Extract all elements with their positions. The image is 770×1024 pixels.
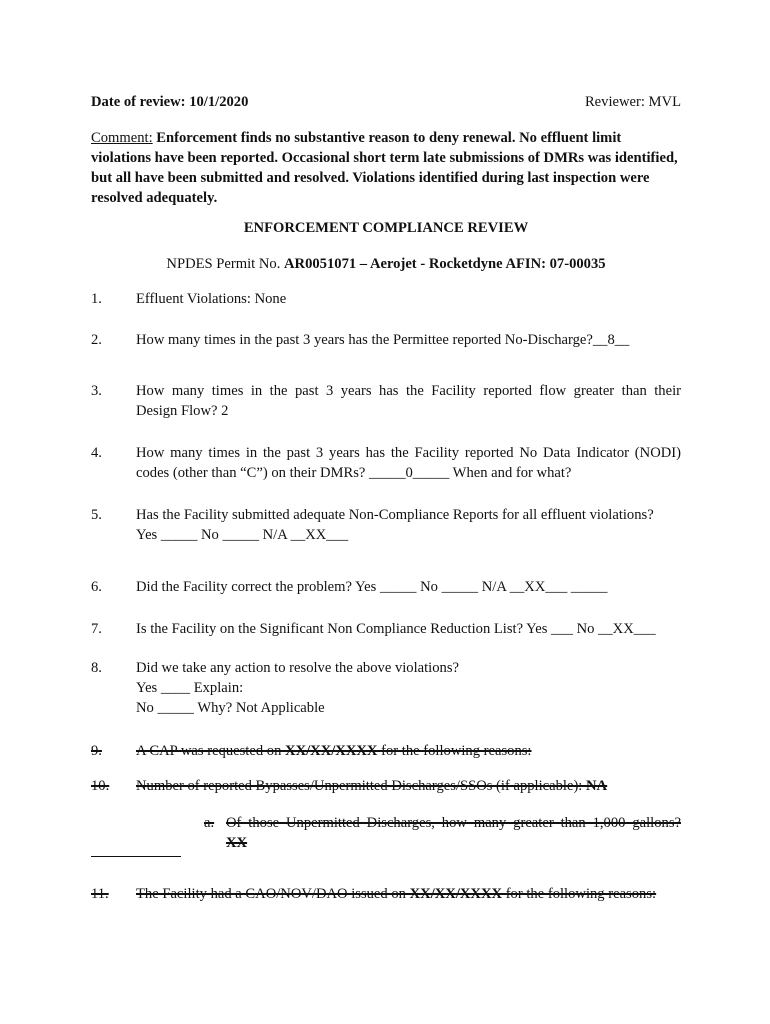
item-text-line: codes (other than “C”) on their DMRs? _____0_____ When and for what? [136,465,572,481]
item-text-line: Has the Facility submitted adequate Non-Compliance Reports for all effluent violations? [136,507,654,523]
item-text: Effluent Violations: None [136,291,287,307]
item-text: Did the Facility correct the problem? Yes _____ No _____ N/A __XX___ _____ [136,579,608,595]
item-text-line: Design Flow? 2 [136,403,229,419]
item-text-line: How many times in the past 3 years has the Facility reported No Data Indicator (NODI) [136,445,681,461]
item-text: Of those Unpermitted Discharges, how many greater than 1,000 gallons? [226,815,681,831]
item-text: Is the Facility on the Significant Non Compliance Reduction List? Yes ___ No __XX___ [136,621,656,637]
item-text: for the following reasons: [377,743,532,759]
item-date: XX/XX/XXXX [409,886,503,902]
review-date-value: 10/1/2020 [189,94,249,110]
item-number: 9. [91,743,102,759]
item-text: for the following reasons: [502,886,657,902]
item-text-line: Yes ____ Explain: [136,680,244,696]
permit-id: AR0051071 – Aerojet - Rocketdyne AFIN: 07-00035 [284,256,606,272]
document-page [91,0,681,1024]
item-text: The Facility had a CAO/NOV/DAO issued on [136,886,410,902]
struck-item-10 [91,776,681,796]
comment-block [91,128,681,208]
item-number: 1. [91,291,102,307]
review-date-label: Date of review: [91,94,186,110]
page-title: ENFORCEMENT COMPLIANCE REVIEW [243,220,529,236]
divider [91,856,181,857]
item-date: XX/XX/XXXX [285,743,378,759]
item-number: 3. [91,383,102,399]
item-number: 11. [91,886,109,902]
item-number: 7. [91,621,102,637]
item-number: 4. [91,445,102,461]
item-number: 2. [91,332,102,348]
item-number: 6. [91,579,102,595]
item-text-line: No _____ Why? Not Applicable [136,700,325,716]
item-value: XX [226,835,248,851]
item-text-line: Did we take any action to resolve the above violations? [136,660,459,676]
comment-label: Comment: [91,130,153,146]
review-date [91,92,248,112]
item-text: How many times in the past 3 years has the Permittee reported No-Discharge?__8__ [136,332,630,348]
comment-text: Enforcement finds no substantive reason to deny renewal. No effluent limit violations have been reported. Occasional short term late submissions of DMRs was identified, but all have been submitted and resolved. Violations identified during last inspection were resolved adequately. [91,130,678,206]
item-text: Number of reported Bypasses/Unpermitted Discharges/SSOs (if applicable): [136,778,587,794]
permit-prefix: NPDES Permit No. [166,256,281,272]
item-text-line: How many times in the past 3 years has the Facility reported flow greater than their [136,383,681,399]
item-letter: a. [204,815,215,831]
permit-line [91,254,681,274]
item-text-line: Yes _____ No _____ N/A __XX___ [136,527,349,543]
item-value: NA [586,778,608,794]
item-number: 8. [91,660,102,676]
struck-item-9 [91,741,681,761]
struck-item-11 [91,884,681,904]
item-text: A CAP was requested on [136,743,286,759]
reviewer: Reviewer: MVL [584,94,681,110]
item-number: 5. [91,507,102,523]
item-number: 10. [91,778,110,794]
